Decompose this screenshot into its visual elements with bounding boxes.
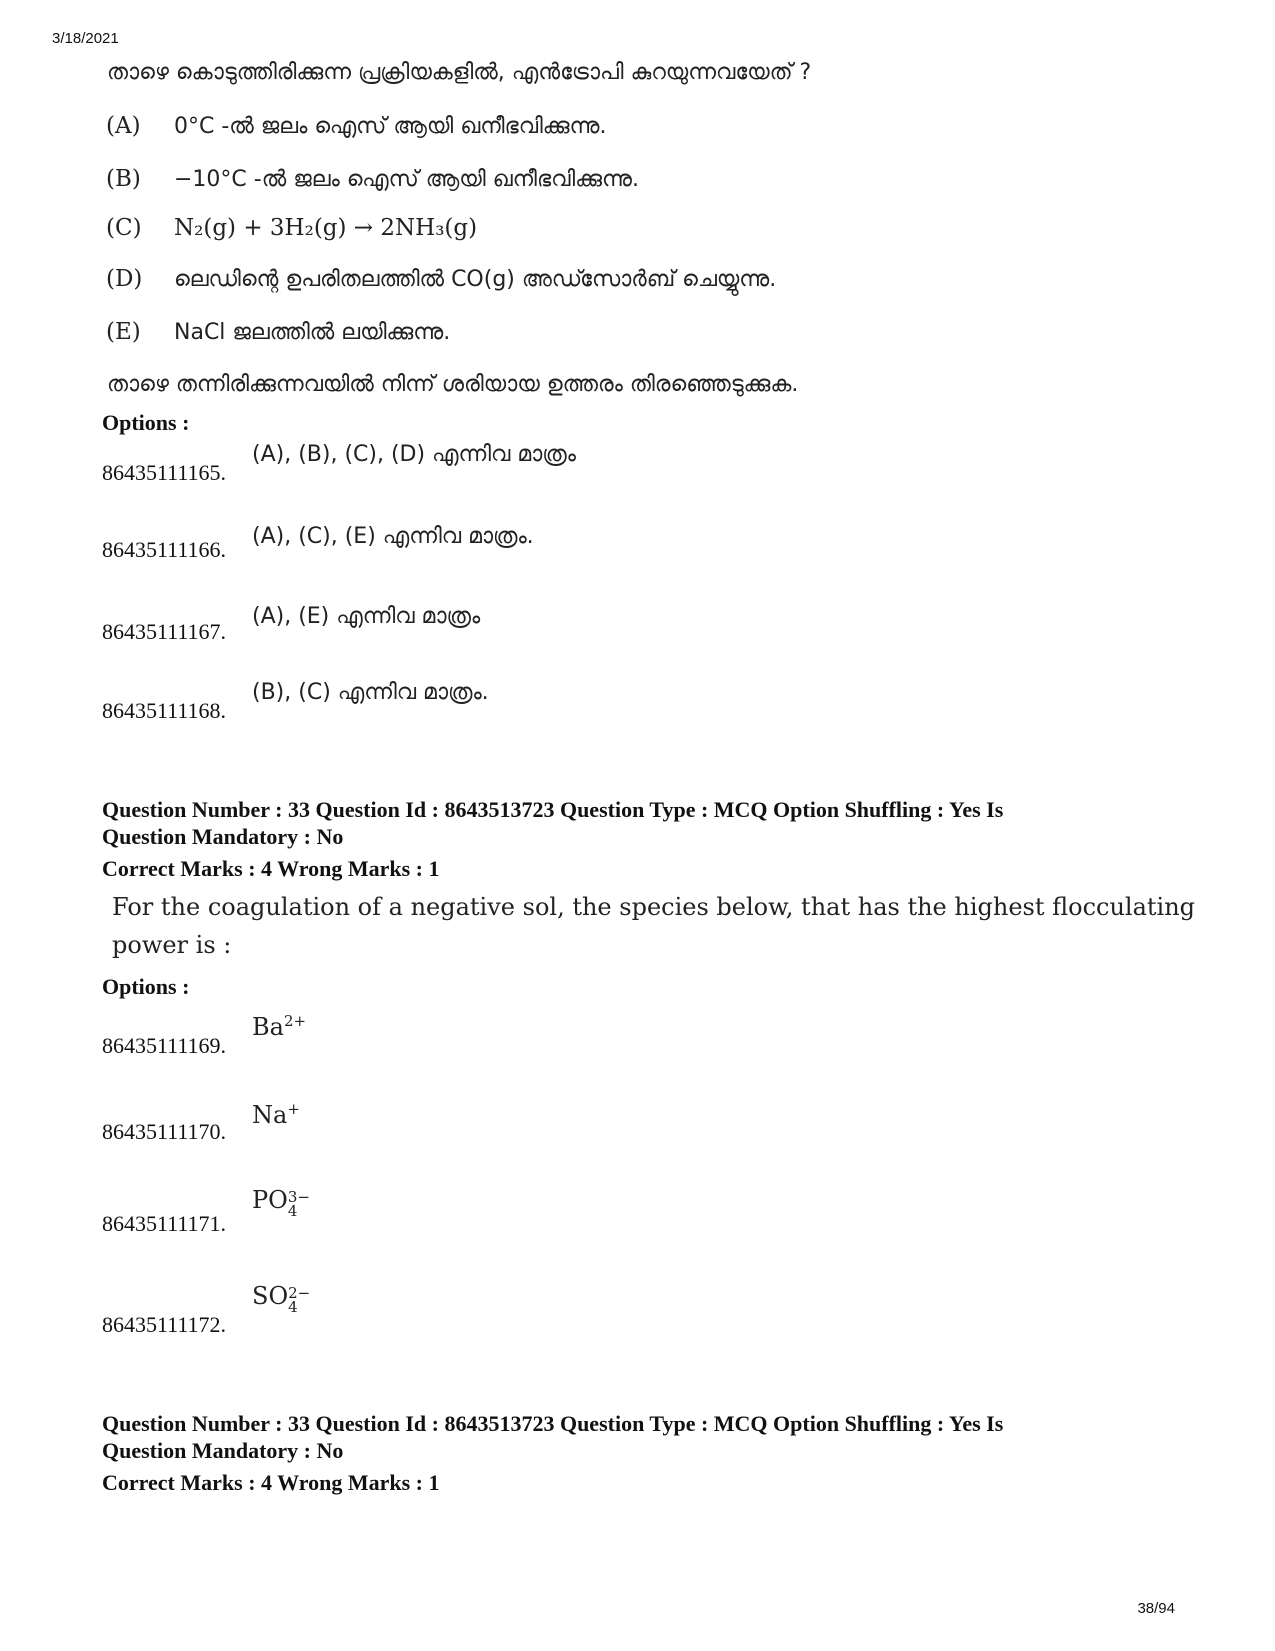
statement-text: 0°C -ൽ ജലം ഐസ് ആയി ഖനീഭവിക്കുന്നു. [174, 114, 607, 139]
formula-charge: 3− [287, 1188, 310, 1206]
option-id: 86435111168. [102, 698, 227, 723]
formula-subscript: 4 [288, 1298, 298, 1316]
option-text: (A), (E) എന്നിവ മാത്രം [252, 604, 481, 629]
formula-subscript: 4 [287, 1202, 298, 1220]
formula-base: Ba [252, 1013, 284, 1041]
formula-base: SO [252, 1282, 289, 1310]
page-number: 38/94 [1137, 1600, 1175, 1617]
question-header: Question Number : 33 Question Id : 8643513723 Question Type : MCQ Option Shuffling : Yes Is [102, 1411, 1004, 1436]
formula-scripts [288, 1190, 310, 1218]
option-id: 86435111171. [102, 1211, 227, 1236]
options-label: Options : [102, 410, 190, 435]
statement-label: (C) [106, 215, 142, 241]
statement-label: (B) [106, 166, 141, 192]
question-mandatory: Question Mandatory : No [102, 824, 344, 849]
statement-label: (E) [106, 319, 141, 345]
question-stem: താഴെ കൊടുത്തിരിക്കുന്ന പ്രക്രിയകളിൽ, എൻട്രോപി കുറയുന്നവയേത് ? [107, 60, 812, 85]
question-stem: power is : [112, 931, 232, 959]
option-formula [252, 1282, 310, 1314]
question-mandatory: Question Mandatory : No [102, 1438, 344, 1463]
option-id: 86435111166. [102, 537, 227, 562]
statement-text: −10°C -ൽ ജലം ഐസ് ആയി ഖനീഭവിക്കുന്നു. [174, 167, 639, 192]
formula-scripts [288, 1286, 310, 1314]
option-formula [252, 1186, 310, 1218]
question-marks: Correct Marks : 4 Wrong Marks : 1 [102, 1470, 440, 1495]
statement-text: ലെഡിന്റെ ഉപരിതലത്തിൽ CO(g) അഡ്സോർബ് ചെയ്യുന്നു. [174, 267, 777, 292]
option-id: 86435111169. [102, 1033, 227, 1058]
formula-charge: 2− [288, 1284, 311, 1302]
statement-d [106, 266, 776, 292]
option-text: (A), (B), (C), (D) എന്നിവ മാത്രം [252, 442, 576, 467]
instruction: താഴെ തന്നിരിക്കുന്നവയിൽ നിന്ന് ശരിയായ ഉത്തരം തിരഞ്ഞെടുക്കുക. [107, 372, 799, 397]
option-id: 86435111172. [102, 1312, 227, 1337]
statement-label: (A) [106, 113, 141, 139]
option-id: 86435111167. [102, 619, 227, 644]
statement-text: N₂(g) + 3H₂(g) → 2NH₃(g) [174, 215, 478, 241]
formula-charge: + [287, 1100, 300, 1118]
option-id: 86435111170. [102, 1119, 227, 1144]
options-label: Options : [102, 974, 190, 999]
option-id: 86435111165. [102, 460, 227, 485]
question-stem: For the coagulation of a negative sol, the species below, that has the highest flocculating [112, 893, 1196, 921]
formula-base: PO [252, 1186, 288, 1214]
statement-c [106, 215, 477, 241]
option-formula [252, 1100, 300, 1129]
statement-label: (D) [106, 266, 143, 292]
statement-a [106, 113, 607, 139]
option-formula [252, 1012, 306, 1041]
option-text: (A), (C), (E) എന്നിവ മാത്രം. [252, 524, 534, 549]
statement-e [106, 319, 450, 345]
question-marks: Correct Marks : 4 Wrong Marks : 1 [102, 856, 440, 881]
statement-b [106, 166, 639, 192]
formula-charge: 2+ [283, 1012, 307, 1030]
print-date: 3/18/2021 [52, 30, 119, 47]
formula-base: Na [252, 1101, 288, 1129]
option-text: (B), (C) എന്നിവ മാത്രം. [252, 680, 489, 705]
statement-text: NaCl ജലത്തിൽ ലയിക്കുന്നു. [174, 320, 451, 345]
question-header: Question Number : 33 Question Id : 8643513723 Question Type : MCQ Option Shuffling : Yes Is [102, 797, 1004, 822]
